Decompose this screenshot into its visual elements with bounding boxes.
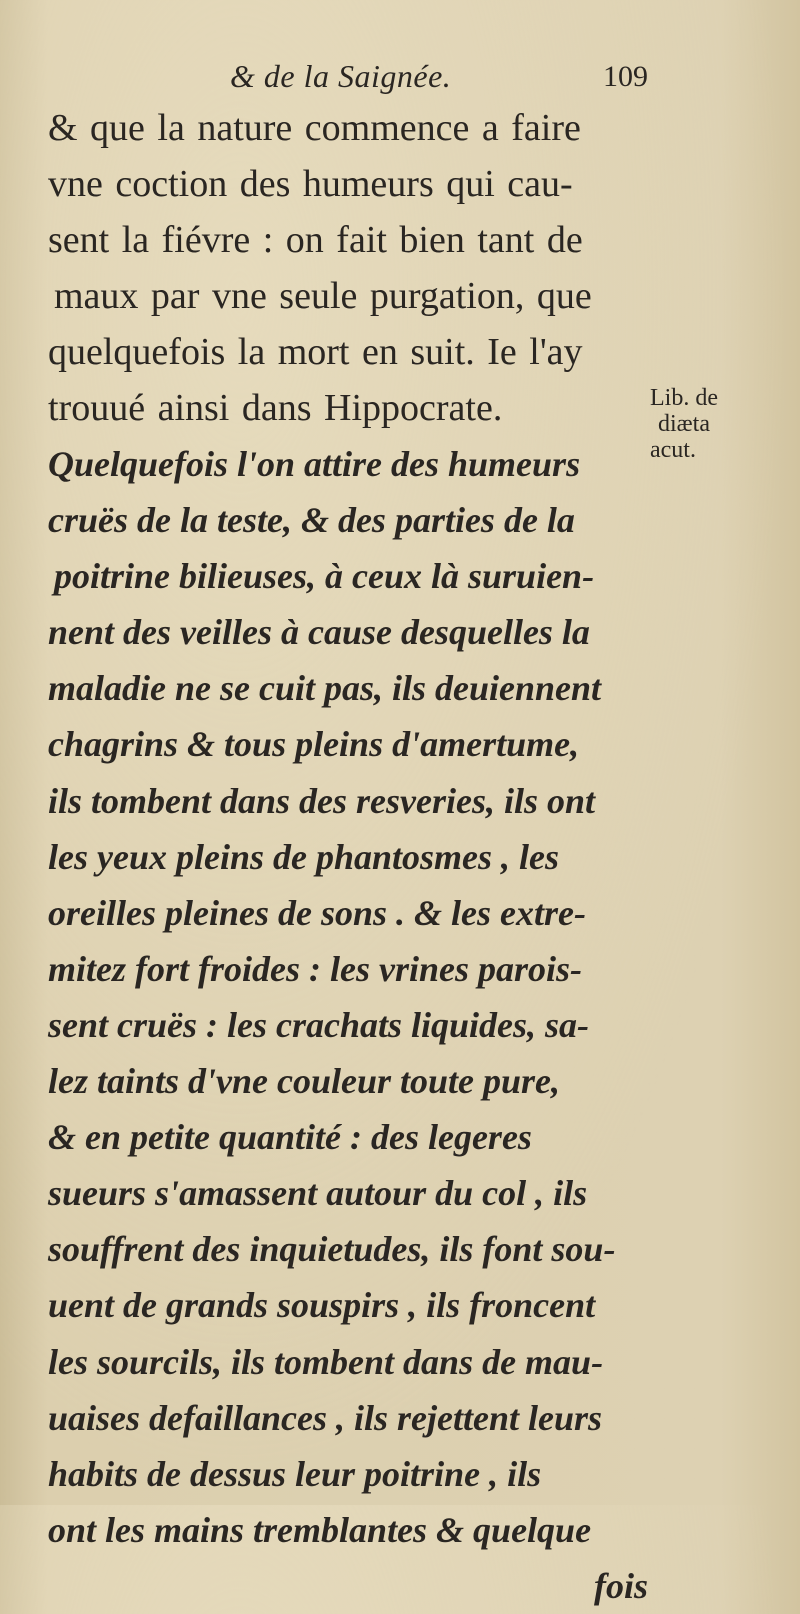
catchword: fois <box>594 1565 648 1606</box>
text-line: ils tombent dans des resveries, ils ont <box>48 780 596 821</box>
text-line: nent des veilles à cause desquelles la <box>48 612 590 653</box>
text-line: ont les mains tremblantes & quelque <box>48 1509 592 1550</box>
page-number: 109 <box>603 60 648 93</box>
text-line: maux par vne seule purgation, que <box>54 275 592 317</box>
marginal-note-line: Lib. de <box>650 385 718 411</box>
text-line: cruës de la teste, & des parties de la <box>48 500 575 541</box>
text-line: maladie ne se cuit pas, ils deuiennent <box>48 668 602 709</box>
body-text <box>48 100 648 1614</box>
marginal-note <box>650 385 795 463</box>
text-line: les yeux pleins de phantosmes , les <box>48 836 559 877</box>
roman-paragraph <box>48 100 648 436</box>
text-line: les sourcils, ils tombent dans de mau- <box>48 1341 604 1382</box>
running-title: & de la Saignée. <box>230 58 452 94</box>
marginal-note-line: acut. <box>650 437 696 463</box>
text-line: & que la nature commence a faire <box>48 107 581 149</box>
text-line: uent de grands souspirs , ils froncent <box>48 1285 596 1326</box>
text-line: trouué ainsi dans Hippocrate. <box>48 387 503 429</box>
text-line: chagrins & tous pleins d'amertume, <box>48 724 580 765</box>
running-head <box>230 58 660 98</box>
text-line: mitez fort froides : les vrines parois- <box>48 948 582 989</box>
text-line: oreilles pleines de sons . & les extre- <box>48 892 586 933</box>
italic-quotation <box>48 436 648 1614</box>
text-line: Quelquefois l'on attire des humeurs <box>48 444 581 484</box>
text-line: sent cruës : les crachats liquides, sa- <box>48 1004 590 1045</box>
text-line: habits de dessus leur poitrine , ils <box>48 1453 542 1494</box>
text-line: uaises defaillances , ils rejettent leurs <box>48 1397 602 1438</box>
text-line: poitrine bilieuses, à ceux là suruien- <box>54 556 595 597</box>
text-line: sueurs s'amassent autour du col , ils <box>48 1173 588 1214</box>
text-line: & en petite quantité : des legeres <box>48 1117 532 1158</box>
text-line: vne coction des humeurs qui cau- <box>48 163 573 205</box>
text-line: souffrent des inquietudes, ils font sou- <box>48 1229 616 1270</box>
text-line: quelquefois la mort en suit. Ie l'ay <box>48 331 583 373</box>
text-line: lez taints d'vne couleur toute pure, <box>48 1061 561 1102</box>
text-line: sent la fiévre : on fait bien tant de <box>48 219 583 261</box>
marginal-note-line: diæta <box>658 411 710 437</box>
